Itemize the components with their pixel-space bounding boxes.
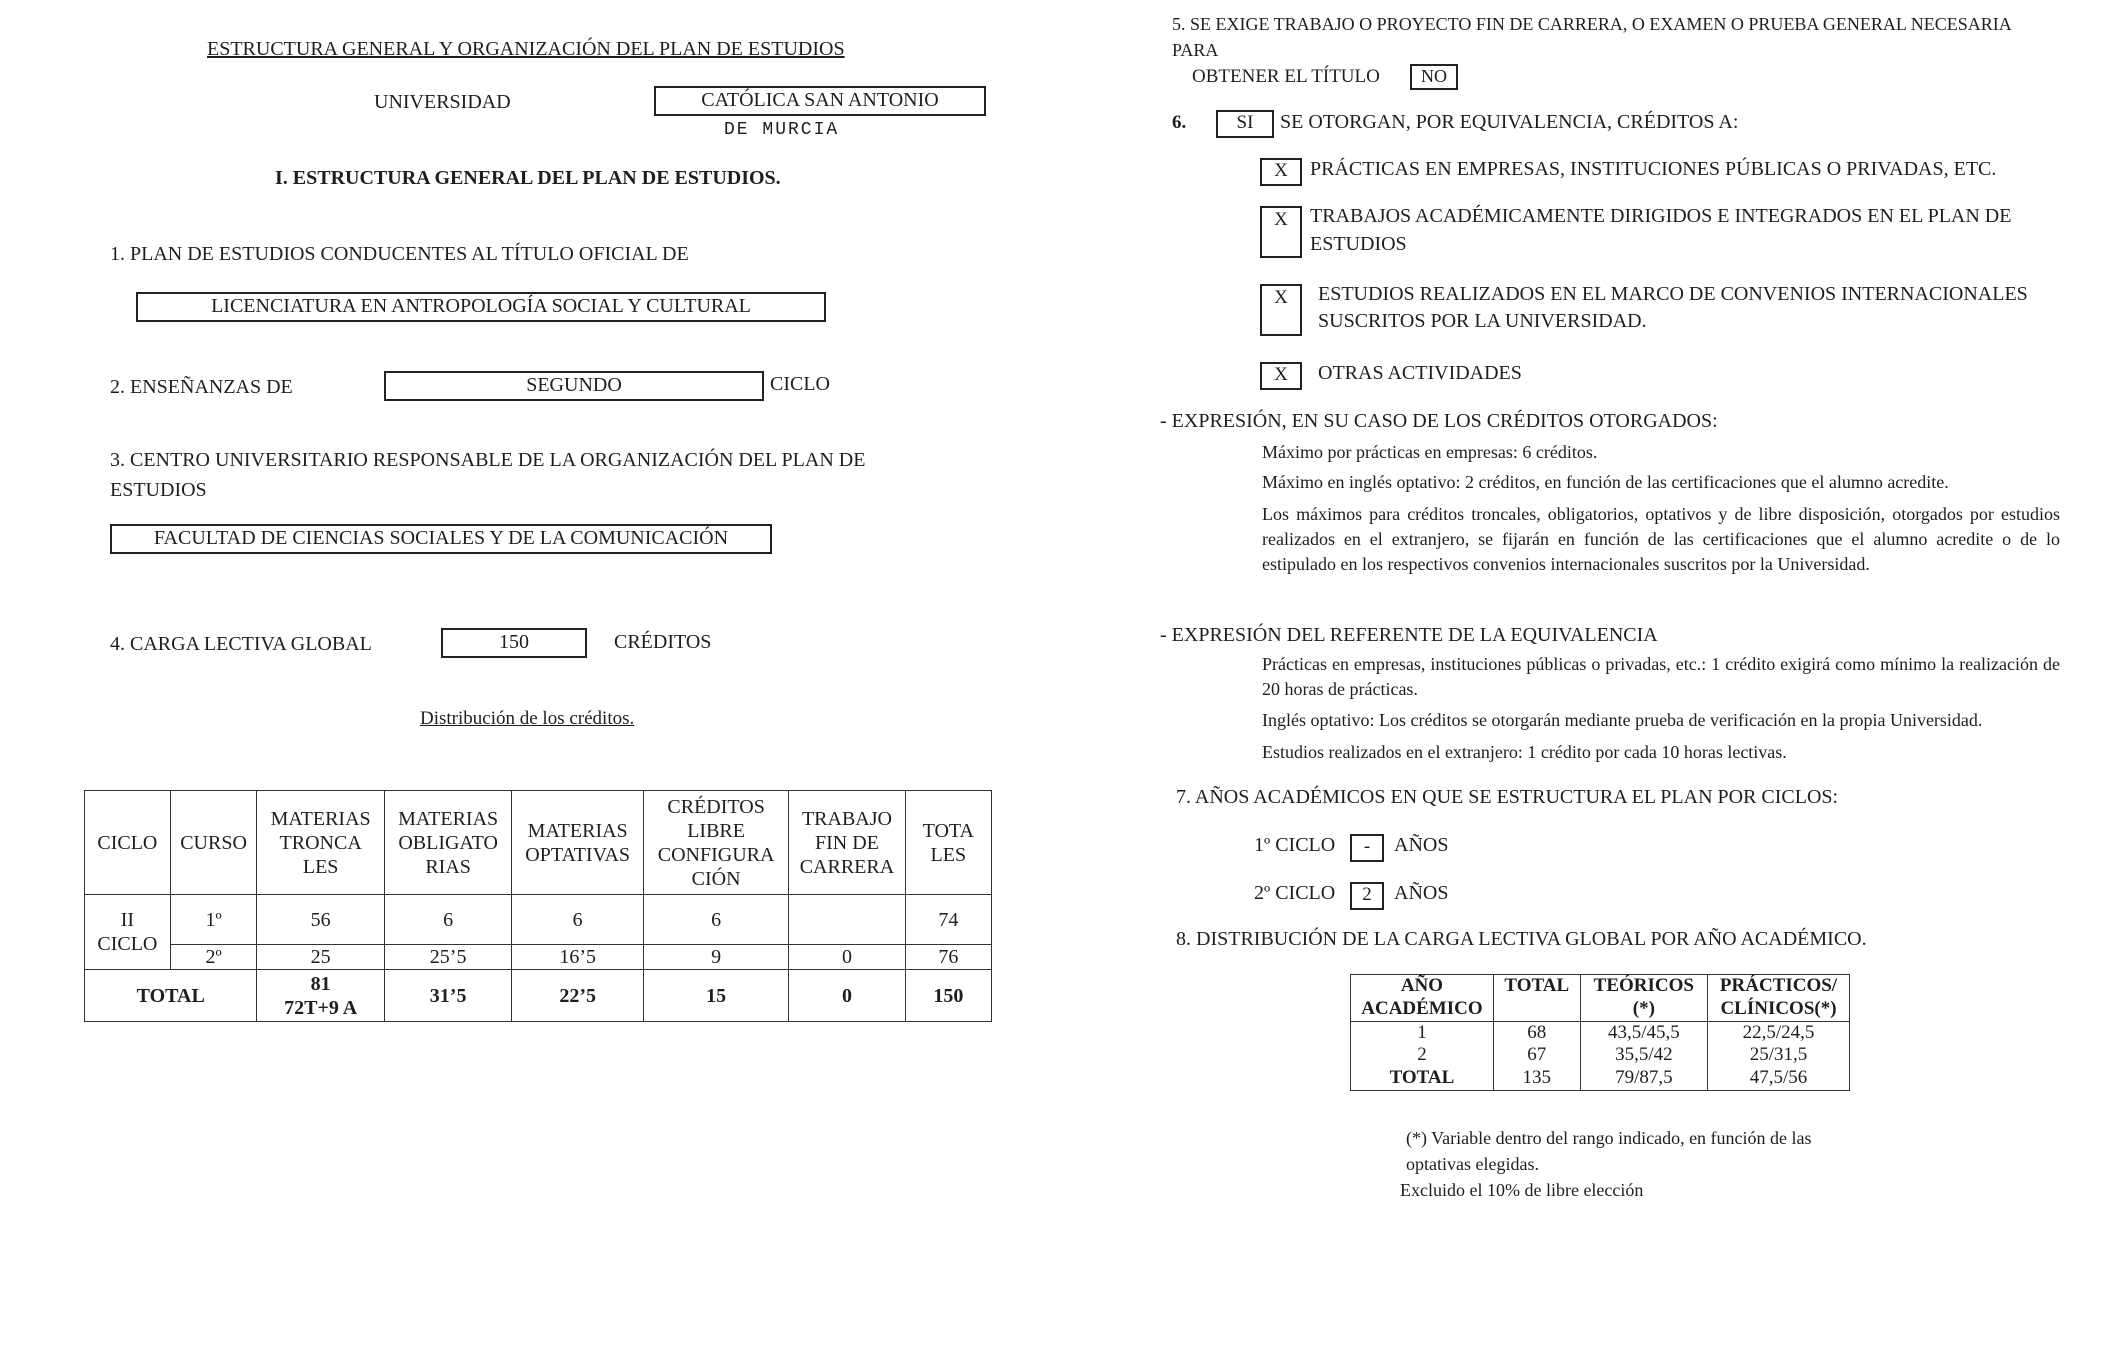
header-libre-l4: CIÓN	[691, 867, 741, 890]
check-convenios-box	[1260, 284, 1302, 336]
table-row	[85, 945, 992, 970]
table-cell: 79/87,5	[1580, 1067, 1707, 1090]
note-line1: (*) Variable dentro del rango indicado, en función de las	[1406, 1128, 1812, 1148]
table-cell: 16’5	[512, 945, 644, 970]
check-trabajos-box	[1260, 206, 1302, 258]
item5-line2: PARA	[1172, 40, 1219, 60]
header-troncales	[257, 791, 384, 895]
check-practicas-label: PRÁCTICAS EN EMPRESAS, INSTITUCIONES PÚBLICAS O PRIVADAS, ETC.	[1310, 158, 1997, 180]
centro-field	[110, 524, 772, 554]
check-mark: X	[1274, 209, 1288, 230]
table-row	[85, 895, 992, 945]
header-optativas-l2: OPTATIVAS	[525, 843, 631, 866]
universidad-field	[654, 86, 986, 116]
table-cell: 56	[257, 895, 384, 945]
table-cell: 67	[1493, 1044, 1580, 1067]
check-trabajos-label-l2: ESTUDIOS	[1310, 233, 1407, 255]
table-cell: 25	[257, 945, 384, 970]
table-total-row	[1351, 1067, 1850, 1090]
header-practicos-l2: CLÍNICOS(*)	[1720, 997, 1837, 1019]
header-trabajo-l2: FIN DE	[815, 831, 879, 854]
table-cell: 150	[905, 970, 991, 1022]
check-mark: X	[1274, 364, 1288, 385]
header-ano	[1351, 975, 1494, 1022]
table-cell: 135	[1493, 1067, 1580, 1090]
total-troncales-l2: 72T+9 A	[284, 996, 358, 1019]
table-cell: 22,5/24,5	[1708, 1021, 1850, 1044]
header-curso: CURSO	[170, 791, 257, 895]
table-cell: 25’5	[384, 945, 511, 970]
header-totales	[905, 791, 991, 895]
item6-num: 6.	[1172, 112, 1187, 133]
table-cell: 31’5	[384, 970, 511, 1022]
credits-table	[84, 790, 992, 1022]
expr1-title: - EXPRESIÓN, EN SU CASO DE LOS CRÉDITOS OTORGADOS:	[1160, 410, 1718, 432]
credits-header-row	[85, 791, 992, 895]
item1-label: 1. PLAN DE ESTUDIOS CONDUCENTES AL TÍTULO OFICIAL DE	[110, 243, 689, 265]
check-otras-box	[1260, 362, 1302, 390]
header-teoricos-l1: TEÓRICOS	[1593, 975, 1694, 996]
item4-label: 4. CARGA LECTIVA GLOBAL	[110, 633, 372, 655]
header-trabajo	[789, 791, 905, 895]
years-header-row	[1351, 975, 1850, 1022]
item5-field	[1410, 64, 1458, 90]
header-libre-l1: CRÉDITOS	[667, 795, 765, 818]
header-obligatorias-l3: RIAS	[425, 855, 471, 878]
ciclo1-label: 1º CICLO	[1254, 834, 1336, 856]
header-libre-l3: CONFIGURA	[657, 843, 775, 866]
expr2-p2: Inglés optativo: Los créditos se otorgarán mediante prueba de verificación en la propia Universidad.	[1262, 710, 1983, 730]
table-cell	[789, 895, 905, 945]
header-troncales-l3: LES	[302, 855, 339, 878]
table-total-row	[85, 970, 992, 1022]
item8-label: 8. DISTRIBUCIÓN DE LA CARGA LECTIVA GLOBAL POR AÑO ACADÉMICO.	[1176, 928, 1867, 950]
ciclo2-field	[1350, 882, 1384, 910]
header-practicos	[1708, 975, 1850, 1022]
check-convenios-label-l1: ESTUDIOS REALIZADOS EN EL MARCO DE CONVENIOS INTERNACIONALES	[1318, 283, 2028, 305]
ciclo1-field	[1350, 834, 1384, 862]
item5-line3: OBTENER EL TÍTULO	[1192, 66, 1380, 87]
header-ano-l2: ACADÉMICO	[1361, 997, 1483, 1019]
item3-label-line1: 3. CENTRO UNIVERSITARIO RESPONSABLE DE LA ORGANIZACIÓN DEL PLAN DE	[110, 449, 866, 471]
expr2-title: - EXPRESIÓN DEL REFERENTE DE LA EQUIVALENCIA	[1160, 624, 1658, 646]
ciclo1-anos: AÑOS	[1394, 834, 1449, 856]
table-cell: 0	[789, 945, 905, 970]
note-line2: optativas elegidas.	[1406, 1154, 1539, 1174]
total-troncales-l1: 81	[310, 972, 331, 995]
item5-value: NO	[1421, 66, 1447, 86]
header-optativas-l1: MATERIAS	[527, 819, 628, 842]
distribution-title: Distribución de los créditos.	[420, 708, 635, 729]
table-cell: 47,5/56	[1708, 1067, 1850, 1090]
item3-label-line2: ESTUDIOS	[110, 479, 207, 501]
header-obligatorias	[384, 791, 511, 895]
table-cell: 9	[643, 945, 788, 970]
header-troncales-l2: TRONCA	[279, 831, 362, 854]
expr1-p1: Máximo por prácticas en empresas: 6 créditos.	[1262, 442, 1598, 462]
header-ano-l1: AÑO	[1400, 975, 1444, 996]
item6-value: SI	[1236, 112, 1254, 133]
table-cell: TOTAL	[1351, 1067, 1494, 1090]
header-totales-l2: LES	[930, 843, 967, 866]
table-cell: 2º	[170, 945, 257, 970]
titulo-field	[136, 292, 826, 322]
check-otras-label: OTRAS ACTIVIDADES	[1318, 362, 1522, 384]
table-row	[1351, 1021, 1850, 1044]
centro-value: FACULTAD DE CIENCIAS SOCIALES Y DE LA COMUNICACIÓN	[153, 527, 729, 549]
table-cell: 15	[643, 970, 788, 1022]
total-label: TOTAL	[85, 970, 257, 1022]
check-convenios-label-l2: SUSCRITOS POR LA UNIVERSIDAD.	[1318, 310, 1647, 332]
header-teoricos-l2: (*)	[1632, 997, 1655, 1019]
item2-suffix: CICLO	[770, 373, 830, 395]
check-mark: X	[1274, 287, 1288, 308]
ciclo-cell	[85, 895, 171, 970]
titulo-value: LICENCIATURA EN ANTROPOLOGÍA SOCIAL Y CULTURAL	[211, 295, 751, 317]
table-cell: 25/31,5	[1708, 1044, 1850, 1067]
note-line3: Excluido el 10% de libre elección	[1400, 1180, 1644, 1200]
table-cell: 35,5/42	[1580, 1044, 1707, 1067]
header-ciclo: CICLO	[85, 791, 171, 895]
ciclo2-label: 2º CICLO	[1254, 882, 1336, 904]
check-trabajos-label-l1: TRABAJOS ACADÉMICAMENTE DIRIGIDOS E INTEGRADOS EN EL PLAN DE	[1310, 205, 2012, 227]
table-cell: 43,5/45,5	[1580, 1021, 1707, 1044]
check-practicas-box	[1260, 158, 1302, 186]
header-libre-l2: LIBRE	[687, 819, 745, 842]
header-total: TOTAL	[1493, 975, 1580, 1022]
item5-line1: 5. SE EXIGE TRABAJO O PROYECTO FIN DE CARRERA, O EXAMEN O PRUEBA GENERAL NECESARIA	[1172, 14, 2012, 34]
years-table	[1350, 974, 1850, 1091]
page-heading: ESTRUCTURA GENERAL Y ORGANIZACIÓN DEL PLAN DE ESTUDIOS	[207, 38, 845, 60]
ciclo2-anos: AÑOS	[1394, 882, 1449, 904]
table-cell: 1º	[170, 895, 257, 945]
table-cell: 1	[1351, 1021, 1494, 1044]
table-cell: 6	[384, 895, 511, 945]
header-practicos-l1: PRÁCTICOS/	[1719, 975, 1838, 996]
table-cell: 6	[512, 895, 644, 945]
total-troncales	[257, 970, 384, 1022]
table-cell: 68	[1493, 1021, 1580, 1044]
ciclo1-value: -	[1363, 836, 1371, 857]
carga-field	[441, 628, 587, 658]
header-troncales-l1: MATERIAS	[270, 807, 371, 830]
expr1-p3: Los máximos para créditos troncales, obligatorios, optativos y de libre disposición, otorgados por estudios realizados en el extranjero, se fijarán en función de las certificaciones que el alumno acredite o de lo estipulado en los respectivos convenios internacionales suscritos por la Universidad.	[1262, 504, 2060, 574]
ciclo-l2: CICLO	[97, 933, 158, 955]
table-cell: 76	[905, 945, 991, 970]
universidad-label: UNIVERSIDAD	[374, 91, 511, 113]
expr2-p1: Prácticas en empresas, instituciones públicas o privadas, etc.: 1 crédito exigirá como mínimo la realización de 20 horas de prácticas.	[1262, 654, 2060, 699]
item7-label: 7. AÑOS ACADÉMICOS EN QUE SE ESTRUCTURA EL PLAN POR CICLOS:	[1176, 786, 1839, 808]
table-row	[1351, 1044, 1850, 1067]
expr2-p3: Estudios realizados en el extranjero: 1 crédito por cada 10 horas lectivas.	[1262, 742, 1787, 762]
ciclo2-value: 2	[1362, 884, 1372, 905]
header-libre	[643, 791, 788, 895]
universidad-value-line2: DE MURCIA	[724, 120, 840, 140]
header-trabajo-l1: TRABAJO	[801, 807, 892, 830]
check-mark: X	[1274, 160, 1288, 181]
item4-suffix: CRÉDITOS	[614, 631, 712, 653]
header-obligatorias-l2: OBLIGATO	[398, 831, 498, 854]
item6-field	[1216, 110, 1274, 138]
header-teoricos	[1580, 975, 1707, 1022]
ciclo-l1: II	[120, 909, 135, 931]
universidad-value: CATÓLICA SAN ANTONIO	[701, 89, 939, 111]
header-totales-l1: TOTA	[922, 819, 974, 842]
table-cell: 0	[789, 970, 905, 1022]
ensenanzas-field	[384, 371, 764, 401]
item2-label: 2. ENSEÑANZAS DE	[110, 376, 293, 398]
ensenanzas-value: SEGUNDO	[526, 374, 622, 396]
section-title: I. ESTRUCTURA GENERAL DEL PLAN DE ESTUDIOS.	[275, 167, 781, 189]
item6-label: SE OTORGAN, POR EQUIVALENCIA, CRÉDITOS A:	[1280, 111, 1739, 133]
table-cell: 22’5	[512, 970, 644, 1022]
table-cell: 2	[1351, 1044, 1494, 1067]
header-obligatorias-l1: MATERIAS	[398, 807, 499, 830]
carga-value: 150	[499, 631, 529, 653]
header-trabajo-l3: CARRERA	[799, 855, 895, 878]
header-optativas	[512, 791, 644, 895]
table-cell: 74	[905, 895, 991, 945]
table-cell: 6	[643, 895, 788, 945]
expr1-p2: Máximo en inglés optativo: 2 créditos, en función de las certificaciones que el alumno acredite.	[1262, 472, 1949, 492]
